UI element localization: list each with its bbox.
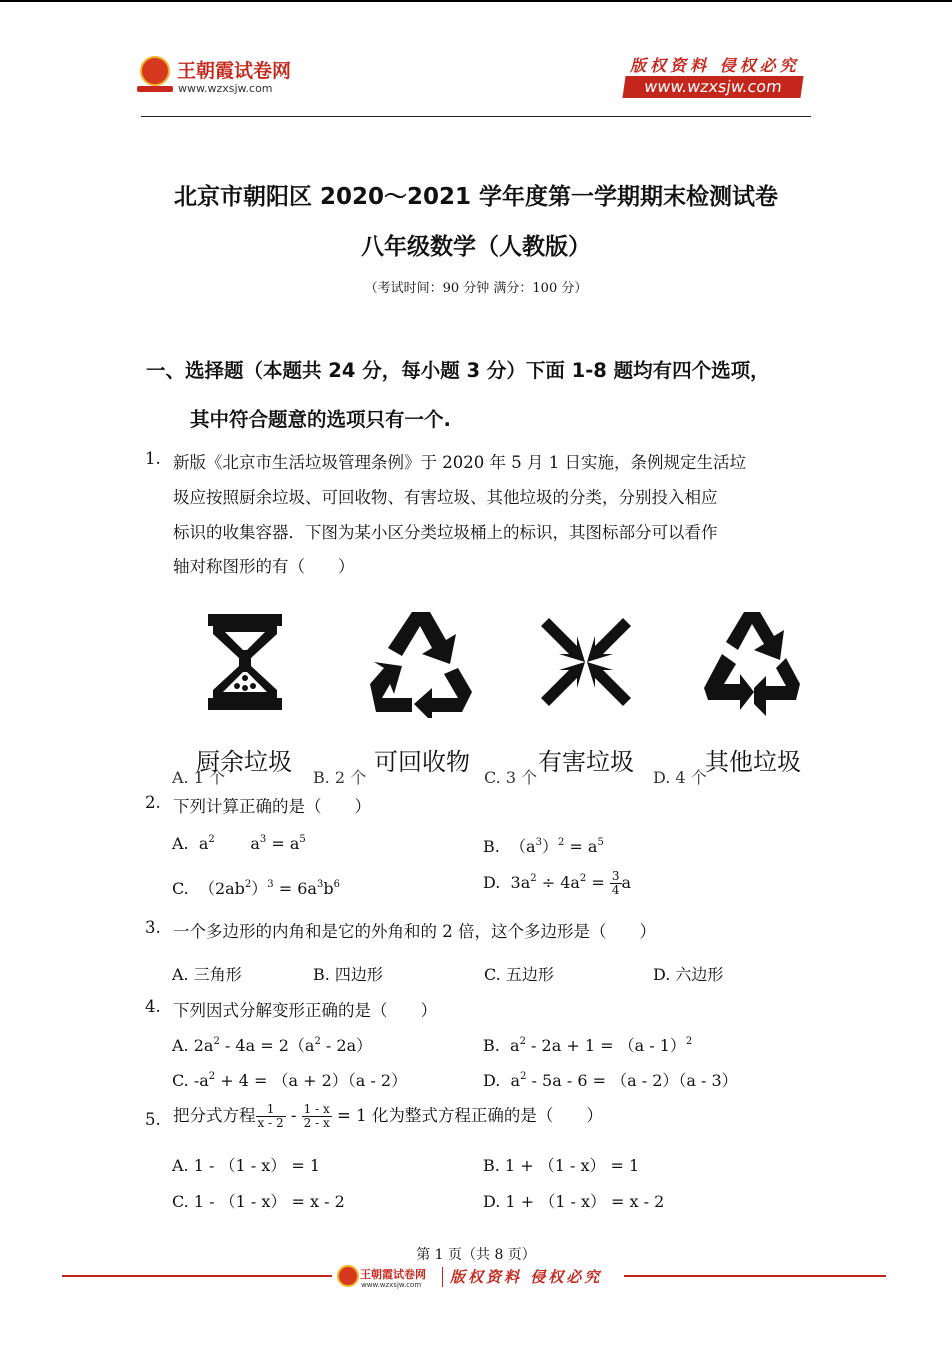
q3-number: 3. [145, 918, 161, 937]
icon-label-hazardous: 有害垃圾 [538, 748, 634, 776]
footer-brand-url: www.wzxsjw.com [361, 1281, 422, 1289]
q2-stem: 下列计算正确的是（ ） [173, 797, 371, 816]
q2-number: 2. [145, 793, 161, 812]
q3-option-c: C. 五边形 [484, 965, 554, 984]
page-title: 北京市朝阳区 2020～2021 学年度第一学期期末检测试卷 [173, 184, 779, 210]
brand-name: 王朝霞试卷网 [177, 60, 292, 82]
footer-copyright: 版权资料 侵权必究 [450, 1268, 603, 1286]
q5-number: 5. [145, 1110, 161, 1129]
exam-info: （考试时间：90 分钟 满分：100 分） [364, 281, 588, 296]
q5-option-b: B. 1 + （1 - x） = 1 [483, 1156, 640, 1175]
q1-option-c: C. 3 个 [484, 768, 538, 787]
fraction: $\frac{3}{4}$ [611, 869, 620, 897]
q2-option-c: C. $(2ab^2)^3 = 6a^3b^6$ [172, 879, 340, 898]
q4-number: 4. [145, 997, 161, 1016]
q1-option-b: B. 2 个 [313, 768, 367, 787]
q3-option-d: D. 六边形 [653, 965, 724, 984]
footer-divider [442, 1267, 443, 1287]
top-border [0, 0, 952, 2]
q1-option-d: D. 4 个 [653, 768, 707, 787]
q5-option-c: C. 1 - （1 - x） = x - 2 [172, 1192, 345, 1211]
footer-brand-name: 王朝霞试卷网 [360, 1268, 426, 1281]
header-divider [141, 116, 811, 117]
brand-url: www.wzxsjw.com [178, 82, 273, 95]
q1-number: 1. [145, 449, 161, 468]
recyclable-arrows-icon [362, 608, 477, 718]
q1-line3: 标识的收集容器．下图为某小区分类垃圾桶上的标识，其图标部分可以看作 [173, 523, 718, 542]
q2-option-a: A. $a^2$ $a^3 = a^5$ [172, 834, 306, 853]
q5-option-a: A. 1 - （1 - x） = 1 [172, 1156, 321, 1175]
page-number: 第 1 页（共 8 页） [416, 1247, 536, 1263]
brand-logo [136, 56, 178, 102]
q3-option-b: B. 四边形 [313, 965, 383, 984]
q5-fraction-2: $\frac{1 - x}{2 - x}$ [303, 1102, 330, 1130]
icon-label-recyclable: 可回收物 [374, 748, 470, 776]
q1-line2: 圾应按照厨余垃圾、可回收物、有害垃圾、其他垃圾的分类，分别投入相应 [173, 488, 718, 507]
q1-line4: 轴对称图形的有（ ） [173, 557, 355, 576]
hazardous-arrows-icon [537, 614, 635, 710]
q2-option-b: B. $(a^3)^2 = a^5$ [483, 837, 604, 856]
food-waste-hourglass-icon [205, 612, 285, 712]
q1-option-a: A. 1 个 [172, 768, 225, 787]
footer-rule-right [624, 1275, 886, 1277]
q5-fraction-1: $\frac{1}{x - 2}$ [257, 1102, 284, 1130]
q2-option-d: D. $3a^2 \div 4a^2$ = $\frac{3}{4}$ a [483, 869, 632, 897]
q1-line1: 新版《北京市生活垃圾管理条例》于 2020 年 5 月 1 日实施，条例规定生活垃 [173, 453, 746, 472]
icon-label-other-waste: 其他垃圾 [705, 748, 801, 776]
section-heading-line2: 其中符合题意的选项只有一个. [190, 408, 451, 431]
other-waste-arrows-icon [700, 608, 805, 720]
q4-option-b: B. $a^2 - 2a + 1 = (a - 1)^2$ [483, 1036, 693, 1055]
q3-option-a: A. 三角形 [172, 965, 242, 984]
footer-logo-icon [337, 1265, 359, 1287]
q3-stem: 一个多边形的内角和是它的外角和的 2 倍，这个多边形是（ ） [173, 922, 656, 941]
page-subtitle: 八年级数学（人教版） [361, 234, 591, 260]
q5-stem: 把分式方程 $\frac{1}{x - 2}$ - $\frac{1 - x}{2 - x}$ = 1 化为整式方程正确的是（ ） [173, 1102, 603, 1130]
copyright-notice: 版权资料 侵权必究 [630, 56, 800, 75]
q5-option-d: D. 1 + （1 - x） = x - 2 [483, 1192, 665, 1211]
section-heading-line1: 一、选择题（本题共 24 分，每小题 3 分）下面 1-8 题均有四个选项， [146, 359, 770, 382]
q4-stem: 下列因式分解变形正确的是（ ） [173, 1001, 437, 1020]
url-banner: www.wzxsjw.com [622, 76, 803, 98]
q4-option-c: C. $-a^2 + 4 = (a + 2)(a - 2)$ [172, 1071, 408, 1090]
q4-option-d: D. $a^2 - 5a - 6 = (a - 2)(a - 3)$ [483, 1071, 738, 1090]
q4-option-a: A. $2a^2 - 4a = 2(a^2 - 2a)$ [172, 1036, 373, 1055]
footer-rule-left [62, 1275, 332, 1277]
icon-label-food-waste: 厨余垃圾 [196, 748, 292, 776]
